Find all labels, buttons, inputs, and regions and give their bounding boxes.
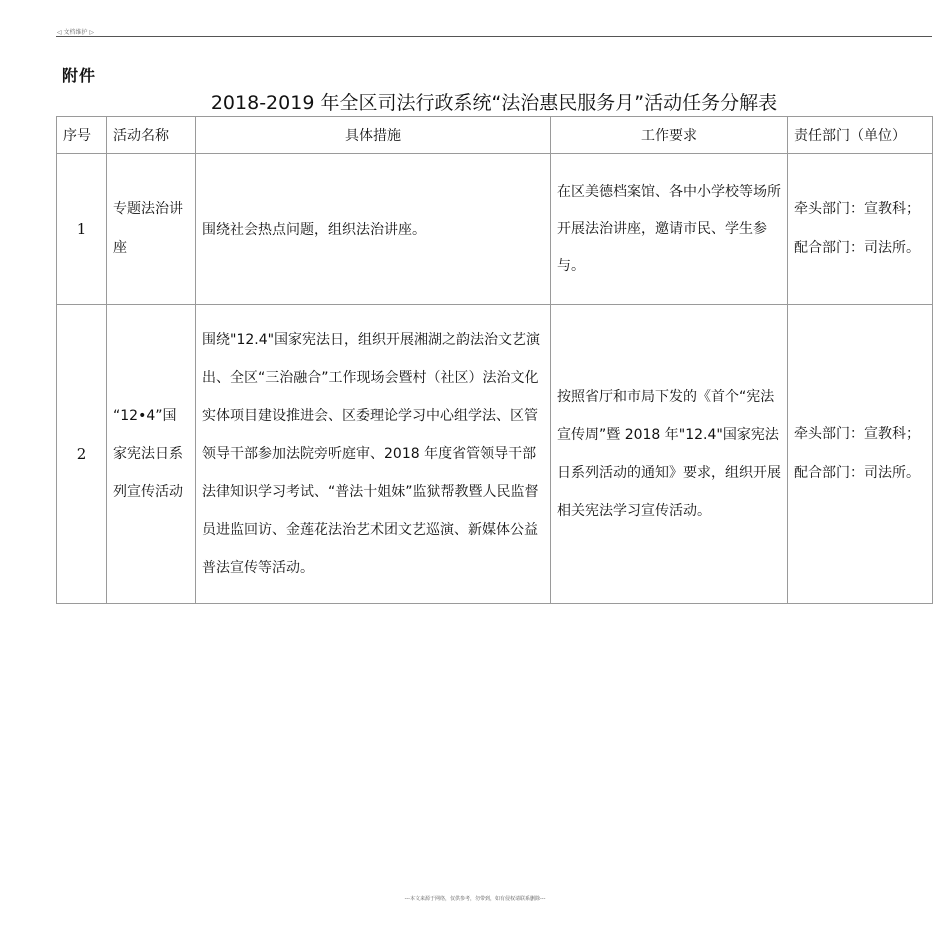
row-measures: 围绕"12.4"国家宪法日，组织开展湘湖之韵法治文艺演出、全区“三治融合”工作现场会暨村（社区）法治文化实体项目建设推进会、区委理论学习中心组学法、区管领导干部参加法院旁听庭审、2018 年度省管领导干部法律知识学习考试、“普法十姐妹”监狱帮教暨人民监督员进监回访、金莲花法治艺术团文艺巡演、新媒体公益普法宣传等活动。 xyxy=(196,305,551,604)
document-title: 2018-2019 年全区司法行政系统“法治惠民服务月”活动任务分解表 xyxy=(210,92,778,114)
header-department: 责任部门（单位） xyxy=(788,117,933,154)
row-requirements: 在区美德档案馆、各中小学校等场所开展法治讲座，邀请市民、学生参与。 xyxy=(551,154,788,305)
table-row xyxy=(57,154,933,305)
table-row xyxy=(57,305,933,604)
header-requirements: 工作要求 xyxy=(551,117,788,154)
row-department: 牵头部门：宣教科；配合部门：司法所。 xyxy=(788,154,933,305)
row-index: 1 xyxy=(57,154,107,305)
footer-note: ---本文来源于网络，仅供参考，勿带到，如有侵权请联系删除--- xyxy=(404,896,546,902)
header-measures: 具体措施 xyxy=(196,117,551,154)
row-index: 2 xyxy=(57,305,107,604)
row-requirements: 按照省厅和市局下发的《首个“宪法宣传周”暨 2018 年"12.4"国家宪法日系列活动的通知》要求，组织开展相关宪法学习宣传活动。 xyxy=(551,305,788,604)
attachment-label: 附件 xyxy=(62,66,97,85)
header-index: 序号 xyxy=(57,117,107,154)
row-department: 牵头部门：宣教科；配合部门：司法所。 xyxy=(788,305,933,604)
row-measures: 围绕社会热点问题，组织法治讲座。 xyxy=(196,154,551,305)
header-divider xyxy=(56,36,932,37)
row-activity-name: 专题法治讲座 xyxy=(107,154,196,305)
table-header-row xyxy=(57,117,933,154)
task-table xyxy=(56,116,933,604)
row-activity-name: “12•4”国家宪法日系列宣传活动 xyxy=(107,305,196,604)
header-activity-name: 活动名称 xyxy=(107,117,196,154)
header-mark: ◁ 文档维护 ▷ xyxy=(57,29,95,36)
